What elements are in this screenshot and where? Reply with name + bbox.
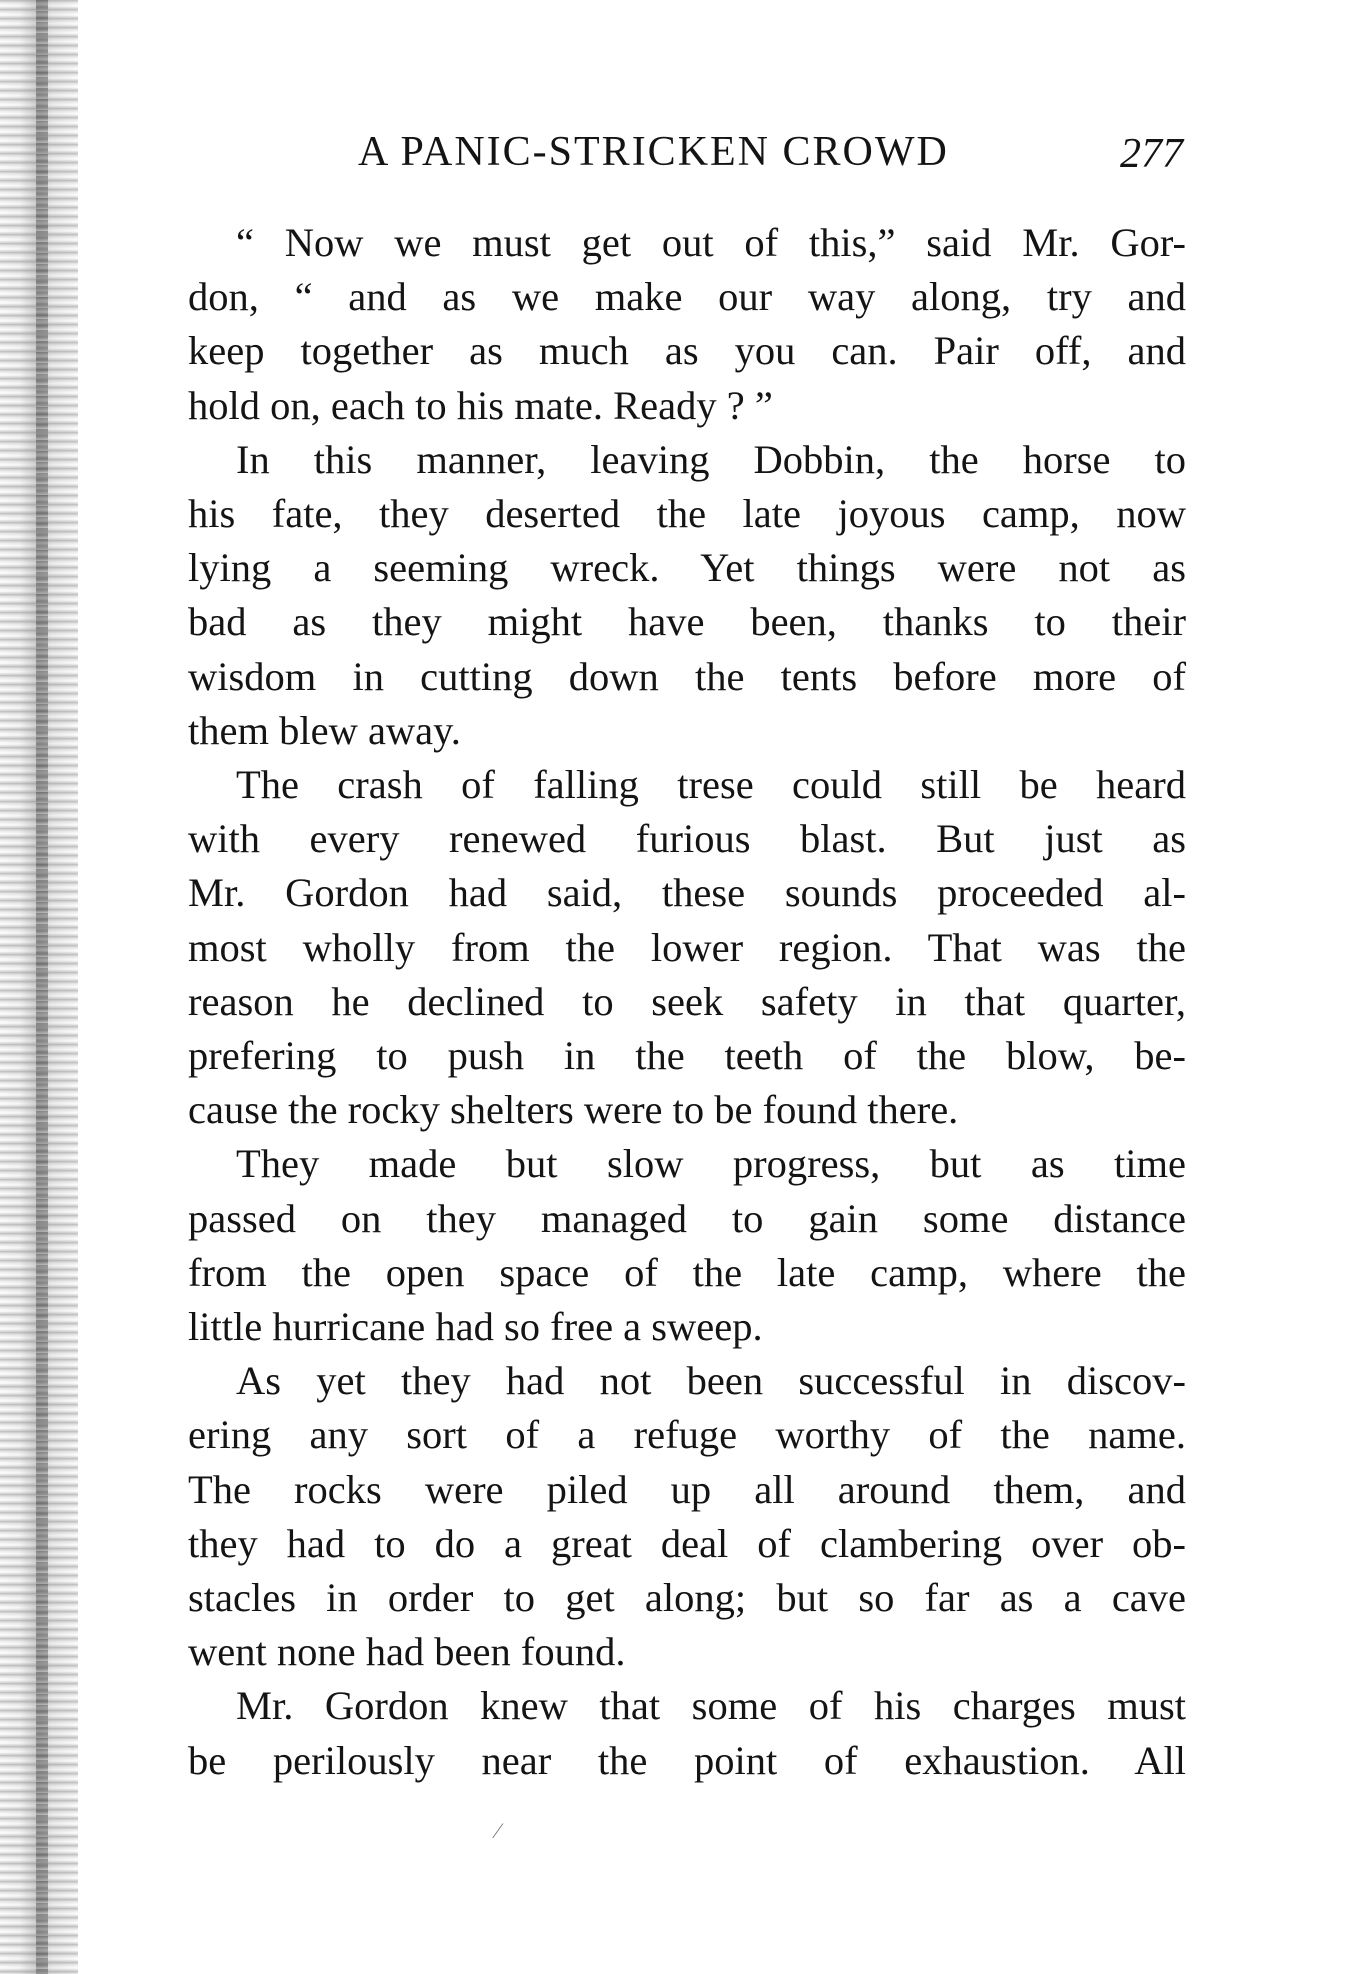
- text-line: from the open space of the late camp, where the: [188, 1249, 1186, 1295]
- text-line: stacles in order to get along; but so far as a cave: [188, 1575, 1186, 1621]
- text-line: most wholly from the lower region. That was the: [188, 924, 1186, 970]
- text-line: don, “ and as we make our way along, try and: [188, 274, 1186, 320]
- text-line: lying a seeming wreck. Yet things were not as: [188, 545, 1186, 591]
- text-line: cause the rocky shelters were to be found there.: [188, 1087, 959, 1133]
- text-line: wisdom in cutting down the tents before more of: [188, 653, 1186, 699]
- body-text: [188, 216, 1186, 1788]
- text-line: The crash of falling trese could still be heard: [236, 762, 1186, 808]
- print-speck: ⁄: [496, 1818, 500, 1843]
- text-line: be perilously near the point of exhaustion. All: [188, 1737, 1186, 1783]
- text-line: prefering to push in the teeth of the blow, be-: [188, 1033, 1186, 1079]
- paragraph: [188, 216, 1186, 433]
- text-line: with every renewed furious blast. But just as: [188, 816, 1186, 862]
- text-line: Mr. Gordon had said, these sounds proceeded al-: [188, 870, 1186, 916]
- paragraph: [188, 758, 1186, 1137]
- text-line: bad as they might have been, thanks to their: [188, 599, 1186, 645]
- page-number: 277: [1120, 131, 1183, 177]
- text-line: went none had been found.: [188, 1629, 626, 1675]
- text-line: As yet they had not been successful in discov-: [236, 1358, 1186, 1404]
- paragraph: [188, 433, 1186, 758]
- text-line: they had to do a great deal of clambering over ob-: [188, 1520, 1186, 1566]
- text-line: keep together as much as you can. Pair off, and: [188, 328, 1186, 374]
- text-line: reason he declined to seek safety in that quarter,: [188, 978, 1186, 1024]
- text-line: In this manner, leaving Dobbin, the horse to: [236, 436, 1186, 482]
- text-line: them blew away.: [188, 707, 461, 753]
- text-line: hold on, each to his mate. Ready ? ”: [188, 382, 773, 428]
- text-line: The rocks were piled up all around them, and: [188, 1466, 1186, 1512]
- text-line: his fate, they deserted the late joyous camp, now: [188, 491, 1186, 537]
- paragraph: [188, 1137, 1186, 1354]
- paragraph: [188, 1679, 1186, 1787]
- text-line: They made but slow progress, but as time: [236, 1141, 1186, 1187]
- text-line: passed on they managed to gain some distance: [188, 1195, 1186, 1241]
- text-line: little hurricane had so free a sweep.: [188, 1304, 763, 1350]
- text-line: ering any sort of a refuge worthy of the name.: [188, 1412, 1186, 1458]
- paragraph: [188, 1354, 1186, 1679]
- running-head: A PANIC-STRICKEN CROWD: [358, 129, 949, 175]
- text-line: “ Now we must get out of this,” said Mr. Gor-: [236, 220, 1186, 265]
- page-header: [188, 128, 1188, 188]
- binding-edge: [36, 0, 48, 1974]
- text-line: Mr. Gordon knew that some of his charges must: [236, 1683, 1186, 1729]
